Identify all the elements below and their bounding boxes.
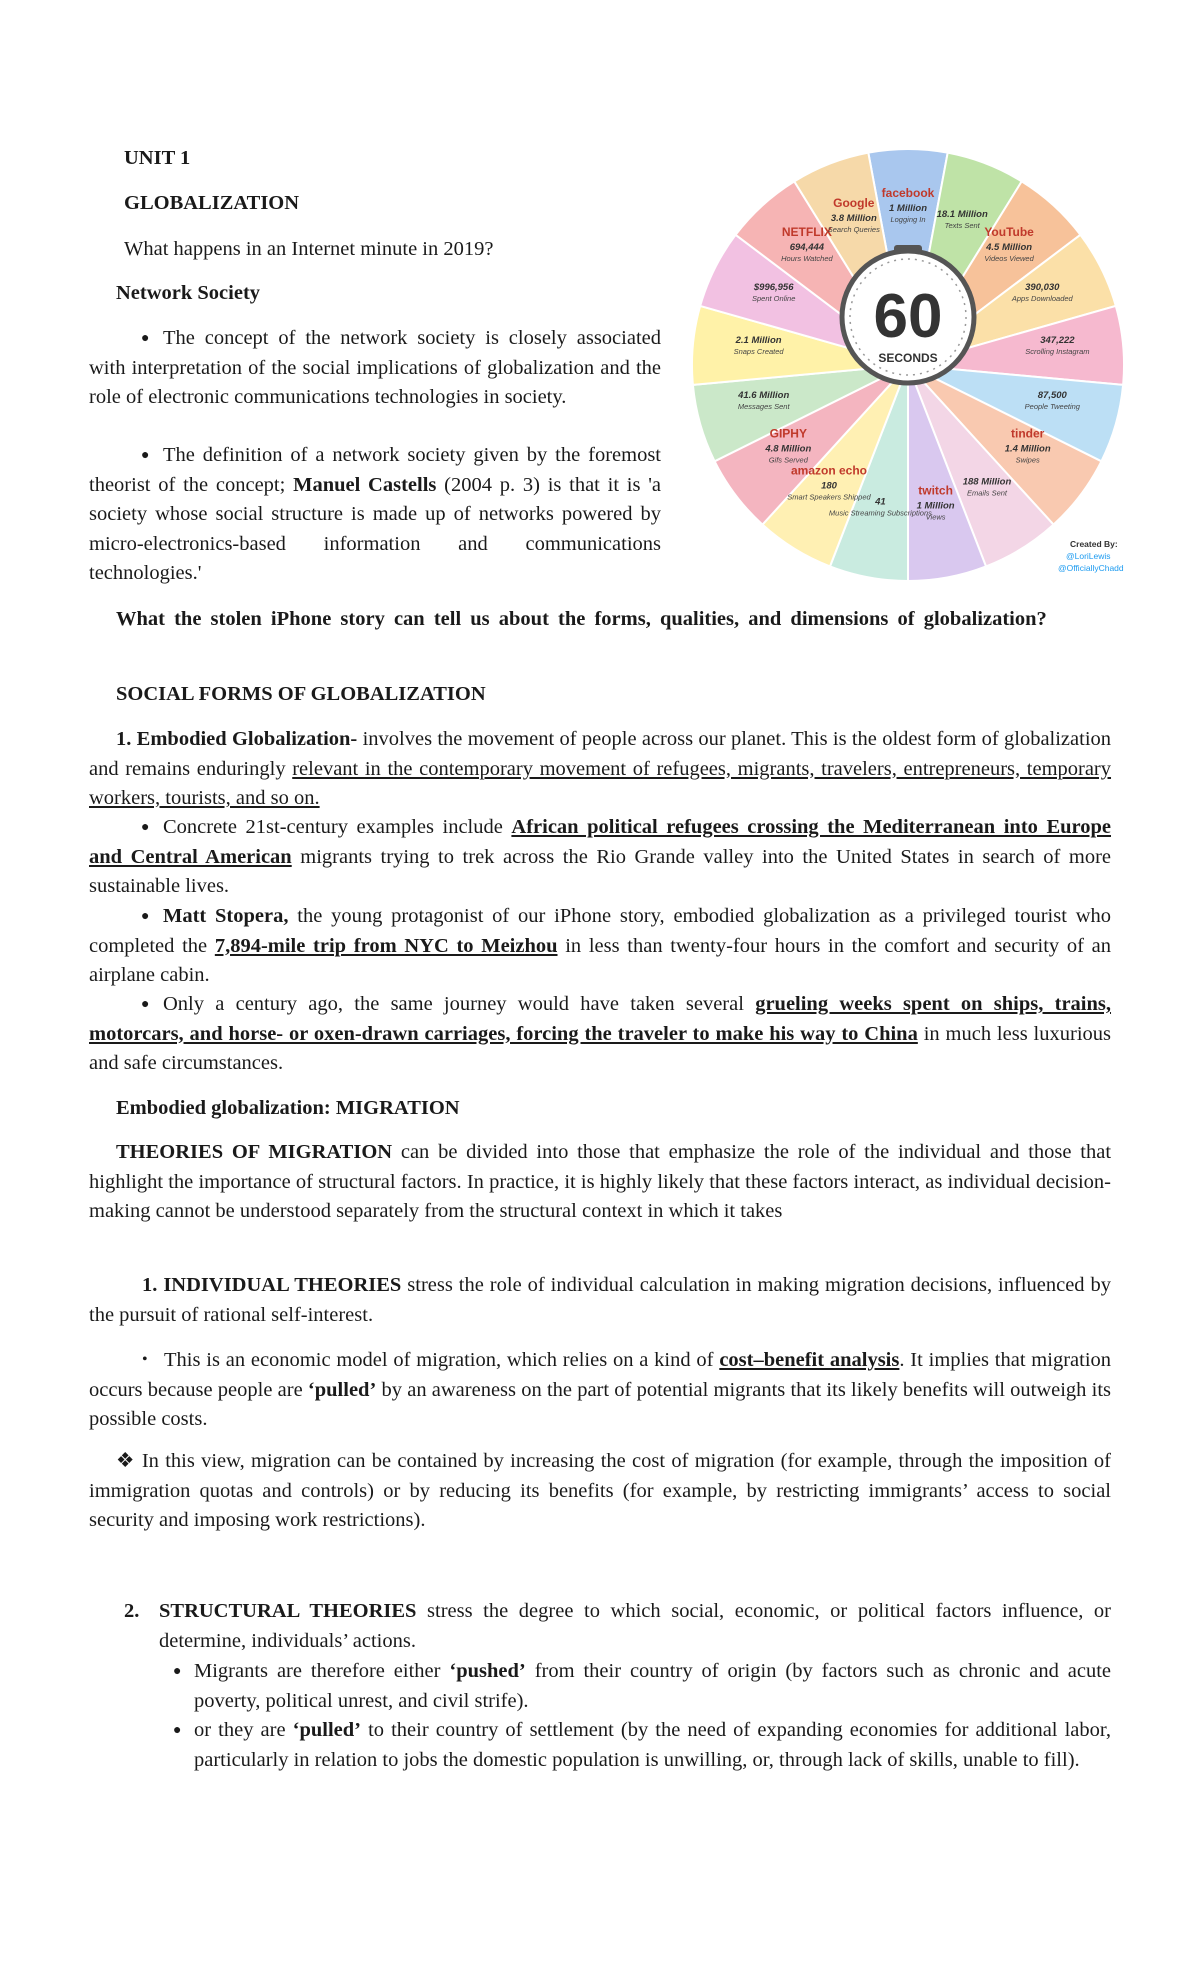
segment-value: 1 Million	[889, 203, 927, 214]
cost-benefit-mid: . It implies that migration occurs because people are	[89, 1349, 1112, 1401]
internet-minute-infographic	[690, 147, 1142, 595]
segment-brand: GIPHY	[769, 426, 807, 441]
social-forms-heading: SOCIAL FORMS OF GLOBALIZATION	[116, 683, 486, 705]
pulled-post: to their country of settlement (by the need of expanding economies for additional labor, particularly in relation to jobs the domestic population is unwilling, or, through lack of skills, unable to fill).	[194, 1719, 1111, 1771]
segment-caption: Emails Sent	[966, 488, 1008, 498]
cost-benefit-emphasis: cost–benefit analysis	[719, 1349, 900, 1371]
bullet-dot: ●	[173, 1664, 182, 1679]
segment-caption: Videos Viewed	[984, 254, 1034, 264]
segment-caption: People Tweeting	[1024, 402, 1080, 411]
matt-pre: the young protagonist of our iPhone story, embodied globalization as a privileged tourist who completed the	[89, 905, 1112, 957]
pushed-emphasis: ‘pushed’	[449, 1660, 526, 1682]
credit-2: @OfficiallyChadd	[1058, 563, 1124, 573]
segment-caption: Gifs Served	[768, 455, 808, 465]
segment-value: $996,956	[753, 282, 794, 294]
segment-label	[752, 282, 795, 303]
segment-value: 1.4 Million	[1004, 443, 1051, 455]
segment-caption: Logging In	[890, 215, 926, 224]
unit-label: UNIT 1	[124, 147, 191, 169]
structural-number: 2.	[124, 1600, 140, 1622]
embodied-underline: relevant in the contemporary movement of refugees, migrants, travelers, entrepreneurs, temporary workers, tourists, and so on.	[89, 757, 1112, 809]
segment-brand: twitch	[918, 483, 953, 498]
segment-label	[734, 335, 785, 356]
center-label: SECONDS	[878, 351, 938, 365]
credits	[1058, 539, 1124, 573]
individual-paragraph	[89, 1271, 1111, 1330]
segment-value: 87,500	[1037, 390, 1067, 401]
segment-value: 41	[875, 496, 886, 508]
concrete-emphasis: African political refugees crossing the Mediterranean into Europe and Central American	[89, 816, 1111, 868]
manuel-castells: Manuel Castells	[293, 473, 437, 496]
bullet-dot: ●	[141, 820, 150, 835]
segment-value: 3.8 Million	[830, 213, 877, 225]
segment-caption: Music Streaming Subscriptions	[828, 508, 932, 518]
segment-value: 188 Million	[962, 476, 1012, 488]
segment-brand: amazon echo	[790, 463, 868, 478]
iphone-question	[89, 605, 1111, 635]
individual-text: stress the role of individual calculation in making migration decisions, influenced by the pursuit of rational self-interest.	[89, 1274, 1112, 1326]
segment-label	[737, 390, 790, 411]
pulled-bullet	[173, 1716, 1111, 1775]
network-society-heading: Network Society	[116, 282, 261, 304]
bullet-dot: ●	[141, 997, 150, 1012]
view-text: In this view, migration can be contained by increasing the cost of migration (for example, through the imposition of immigration quotas and controls) or by reducing its benefits (for example, by restricting immigrants’ access to social security and imposing work restrictions).	[89, 1450, 1112, 1531]
segment-label	[828, 196, 880, 234]
segment-caption: Hours Watched	[781, 254, 833, 264]
segment-caption: Swipes	[1015, 455, 1040, 465]
segment-value: 347,222	[1040, 335, 1075, 347]
structural-paragraph	[159, 1597, 1111, 1656]
segment-value: 2.1 Million	[735, 335, 782, 347]
century-ago-bullet	[89, 990, 1111, 1079]
theories-paragraph	[89, 1138, 1111, 1227]
segment-brand: tinder	[1011, 426, 1045, 441]
diamond-bullet: ❖	[116, 1450, 136, 1472]
pulled-emphasis-2: ‘pulled’	[292, 1719, 361, 1741]
theories-text: can be divided into those that emphasize the role of the individual and those that highlight the importance of structural factors. In practice, it is highly likely that these factors interact, as individual decision-making cannot be understood separately from the structural context in which it takes	[89, 1141, 1112, 1222]
network-bullet-1-text: The concept of the network society is closely associated with interpretation of the social implications of globalization and the role of electronic communications technologies in society.	[89, 327, 661, 408]
segment-brand: facebook	[881, 186, 935, 200]
matt-post: in less than twenty-four hours in the comfort and security of an airplane cabin.	[89, 934, 1111, 986]
network-bullet-2-pre: The definition of a network society given by the foremost theorist of the concept;	[89, 444, 661, 496]
bullet-dot: ●	[141, 331, 150, 346]
segment-label	[984, 225, 1034, 263]
view-paragraph	[89, 1447, 1111, 1536]
pulled-emphasis: ‘pulled’	[307, 1378, 377, 1401]
pulled-pre: or they are	[194, 1719, 286, 1741]
segment-caption: Scrolling Instagram	[1025, 347, 1090, 357]
cost-benefit-bullet	[89, 1345, 1111, 1435]
segment-label	[764, 426, 811, 464]
segment-value: 4.8 Million	[765, 443, 812, 455]
segment-caption: Apps Downloaded	[1011, 294, 1073, 304]
concrete-pre: Concrete 21st-century examples include	[163, 816, 503, 838]
credit-1: @LoriLewis	[1066, 551, 1111, 561]
segment-value: 4.5 Million	[986, 242, 1033, 254]
matt-stopera-name: Matt Stopera,	[163, 905, 289, 927]
pushed-pre: Migrants are therefore either	[194, 1660, 441, 1682]
segment-value: 41.6 Million	[738, 390, 790, 401]
pushed-post: from their country of origin (by factors such as chronic and acute poverty, political unrest, and civil strife).	[194, 1660, 1112, 1712]
migration-heading: Embodied globalization: MIGRATION	[116, 1097, 460, 1119]
bullet-dot: •	[142, 1351, 148, 1368]
segment-value: 1 Million	[916, 500, 955, 512]
bullet-dot: ●	[173, 1723, 182, 1738]
segment-brand: NETFLIX	[781, 225, 832, 240]
segment-value: 694,444	[789, 242, 825, 254]
segment-brand: YouTube	[984, 225, 1034, 240]
segment-caption: Texts Sent	[944, 221, 980, 231]
segment-caption: Spent Online	[752, 294, 796, 304]
structural-text: stress the degree to which social, economic, or political factors influence, or determine, individuals’ actions.	[159, 1600, 1112, 1652]
embodied-text: involves the movement of people across our planet. This is the oldest form of globalization and remains enduringly	[89, 728, 1112, 780]
century-pre: Only a century ago, the same journey would have taken several	[163, 993, 744, 1015]
page-title: GLOBALIZATION	[124, 192, 300, 214]
embodied-paragraph	[89, 725, 1111, 814]
segment-value: 390,030	[1025, 282, 1060, 294]
theories-title: THEORIES OF MIGRATION	[116, 1141, 393, 1163]
segment-value: 180	[821, 480, 837, 492]
segment-caption: Views	[925, 512, 946, 522]
cost-benefit-pre: This is an economic model of migration, which relies on a kind of	[164, 1349, 714, 1371]
infographic-wheel	[690, 147, 1142, 595]
credit-title: Created By:	[1070, 539, 1118, 549]
center-number: 60	[873, 282, 943, 351]
segment-label	[963, 477, 1012, 498]
network-bullet-2-post: (2004 p. 3) is that it is 'a society whose social structure is made up of networks powered by micro-electronics-based information and communications technologies.'	[89, 473, 661, 584]
segment-caption: Snaps Created	[733, 347, 784, 357]
cost-benefit-post: by an awareness on the part of potential migrants that its likely benefits will outweigh its possible costs.	[89, 1378, 1112, 1430]
network-bullet-1	[89, 324, 661, 413]
embodied-title: 1. Embodied Globalization-	[116, 728, 358, 750]
segment-caption: Search Queries	[827, 225, 880, 235]
bullet-dot: ●	[141, 448, 150, 463]
century-emphasis: grueling weeks spent on ships, trains, motorcars, and horse- or oxen-drawn carriages, forcing the traveler to make his way to China	[89, 993, 1112, 1045]
segment-caption: Messages Sent	[737, 402, 790, 411]
segment-caption: Smart Speakers Shipped	[787, 492, 871, 502]
segment-value: 18.1 Million	[936, 209, 988, 221]
century-post: in much less luxurious and safe circumstances.	[89, 1022, 1112, 1074]
individual-title: 1. INDIVIDUAL THEORIES	[142, 1274, 402, 1296]
internet-minute-question: What happens in an Internet minute in 2019?	[124, 238, 494, 260]
concrete-examples-bullet	[89, 813, 1111, 902]
matt-stopera-bullet	[89, 902, 1111, 991]
structural-title: STRUCTURAL THEORIES	[159, 1600, 417, 1622]
pushed-bullet	[173, 1657, 1112, 1716]
iphone-question-text: What the stolen iPhone story can tell us about the forms, qualities, and dimensions of globalization?	[116, 608, 1047, 630]
trip-emphasis: 7,894-mile trip from NYC to Meizhou	[214, 934, 558, 957]
segment-brand: Google	[833, 196, 875, 211]
network-bullet-2	[89, 441, 661, 589]
concrete-post: migrants trying to trek across the Rio Grande valley into the United States in search of more sustainable lives.	[89, 845, 1112, 897]
bullet-dot: ●	[141, 909, 150, 924]
